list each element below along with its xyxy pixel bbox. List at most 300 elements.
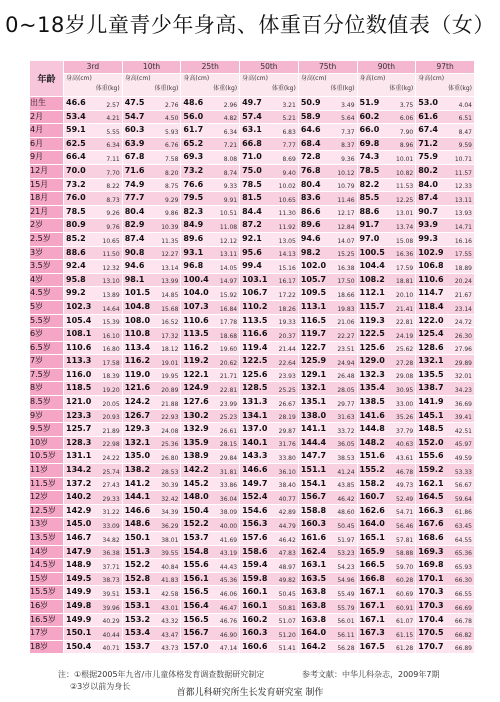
height-value: 118.4: [418, 301, 444, 311]
weight-value: 12.17: [337, 210, 355, 218]
value-cell: [122, 559, 181, 573]
table-row: [30, 287, 475, 301]
height-value: 149.8: [66, 600, 92, 610]
height-value: 116.2: [124, 356, 151, 366]
weight-value: 16.17: [278, 278, 296, 286]
value-cell: [240, 287, 299, 301]
height-value: 91.7: [359, 220, 380, 230]
reference-note: 参考文献：中华儿科杂志，2009年7期: [302, 670, 440, 679]
weight-value: 20.62: [219, 359, 238, 367]
height-value: 71.2: [418, 138, 438, 148]
age-cell: 出生: [30, 97, 64, 111]
value-cell: [64, 477, 123, 491]
age-cell: 12.5岁: [30, 504, 64, 518]
height-value: 163.5: [300, 573, 327, 583]
height-value: 76.8: [300, 165, 321, 175]
age-cell: 10岁: [30, 436, 64, 450]
value-cell: [416, 314, 475, 328]
weight-value: 9.86: [165, 210, 179, 218]
weight-value: 38.01: [161, 536, 179, 544]
weight-value: 17.58: [102, 359, 120, 367]
value-cell: [240, 273, 299, 287]
height-value: 82.3: [183, 206, 204, 216]
height-value: 158.6: [242, 546, 268, 556]
value-cell: [357, 314, 416, 328]
weight-value: 18.39: [102, 373, 120, 381]
height-unit-label: 身高(cm): [418, 75, 445, 82]
value-cell: [416, 423, 475, 437]
weight-value: 29.77: [337, 400, 355, 408]
weight-value: 46.06: [219, 590, 238, 598]
age-cell: 3岁: [30, 246, 64, 260]
table-row: [30, 192, 475, 206]
value-cell: [357, 572, 416, 586]
weight-value: 26.61: [219, 427, 238, 435]
weight-value: 53.33: [454, 468, 472, 476]
height-value: 69.8: [359, 138, 380, 148]
weight-value: 23.99: [219, 400, 238, 408]
age-cell: 7岁: [30, 355, 64, 369]
weight-value: 15.25: [337, 251, 355, 259]
weight-value: 42.89: [278, 509, 296, 517]
value-cell: [181, 260, 240, 274]
table-row: [30, 436, 475, 450]
value-cell: [181, 599, 240, 613]
value-cell: [416, 491, 475, 505]
value-cell: [240, 640, 299, 654]
height-value: 119.3: [359, 315, 385, 325]
height-value: 163.8: [300, 600, 327, 610]
table-row: [30, 518, 475, 532]
value-cell: [181, 464, 240, 478]
height-value: 146.7: [66, 533, 92, 542]
table-row: [30, 205, 475, 219]
height-unit-label: 身高(cm): [183, 75, 210, 82]
weight-value: 55.79: [337, 604, 355, 612]
height-value: 166.8: [359, 573, 385, 583]
value-cell: [416, 627, 475, 641]
height-value: 140.2: [66, 492, 92, 502]
height-unit-label: 身高(cm): [359, 75, 386, 82]
height-value: 110.6: [66, 342, 92, 352]
age-cell: 4月: [30, 124, 64, 138]
weight-value: 41.83: [161, 577, 179, 585]
height-value: 76.0: [66, 193, 86, 203]
weight-value: 20.24: [454, 278, 472, 286]
height-value: 137.0: [242, 424, 268, 434]
value-cell: [181, 355, 240, 369]
height-value: 116.2: [183, 342, 209, 352]
height-value: 94.6: [300, 233, 321, 243]
height-value: 99.2: [66, 288, 86, 298]
value-cell: [181, 232, 240, 246]
value-cell: [64, 409, 123, 423]
height-value: 134.1: [242, 410, 268, 420]
value-cell: [416, 151, 475, 165]
height-value: 152.8: [124, 573, 151, 583]
value-cell: [122, 545, 181, 559]
value-cell: [64, 124, 123, 138]
height-value: 138.5: [359, 397, 385, 407]
value-cell: [357, 110, 416, 124]
height-value: 153.7: [183, 533, 209, 542]
weight-value: 11.35: [161, 237, 179, 245]
height-value: 50.9: [300, 98, 321, 107]
height-value: 146.6: [242, 465, 268, 475]
age-cell: 4.5岁: [30, 287, 64, 301]
height-value: 141.9: [418, 397, 444, 407]
height-value: 112.1: [359, 288, 385, 298]
age-cell: 10.5岁: [30, 450, 64, 464]
age-cell: 8.5岁: [30, 396, 64, 410]
height-value: 100.4: [183, 274, 209, 284]
value-cell: [64, 260, 123, 274]
height-value: 148.6: [124, 519, 151, 529]
height-value: 140.1: [242, 437, 268, 447]
height-value: 135.9: [183, 437, 209, 447]
weight-value: 54.71: [396, 509, 414, 517]
value-cell: [122, 532, 181, 546]
height-value: 159.4: [242, 560, 268, 570]
weight-value: 14.97: [219, 278, 238, 286]
weight-value: 7.37: [341, 128, 355, 136]
value-cell: [122, 450, 181, 464]
weight-value: 16.52: [161, 319, 179, 327]
value-cell: [298, 164, 357, 178]
value-cell: [298, 436, 357, 450]
value-cell: [357, 640, 416, 654]
value-cell: [416, 396, 475, 410]
height-value: 71.6: [124, 165, 145, 175]
height-value: 160.2: [242, 614, 268, 624]
height-value: 153.1: [124, 587, 151, 597]
value-cell: [64, 396, 123, 410]
height-value: 162.6: [359, 505, 385, 515]
table-row: [30, 532, 475, 546]
age-cell: 9.5岁: [30, 423, 64, 437]
height-value: 124.9: [183, 383, 209, 393]
height-value: 71.0: [242, 152, 262, 162]
table-row: [30, 464, 475, 478]
weight-value: 31.81: [219, 468, 238, 476]
value-cell: [240, 436, 299, 450]
weight-value: 40.84: [161, 563, 179, 571]
weight-value: 12.33: [454, 183, 472, 191]
value-cell: [122, 232, 181, 246]
height-value: 102.3: [66, 301, 92, 311]
value-cell: [298, 260, 357, 274]
weight-value: 40.77: [278, 495, 296, 503]
value-cell: [64, 300, 123, 314]
weight-value: 22.98: [102, 441, 120, 449]
value-cell: [416, 164, 475, 178]
weight-value: 59.70: [396, 563, 414, 571]
height-value: 170.7: [418, 641, 444, 651]
height-value: 73.2: [66, 179, 86, 189]
value-cell: [416, 532, 475, 546]
value-cell: [64, 151, 123, 165]
weight-value: 50.45: [337, 523, 355, 530]
value-cell: [240, 205, 299, 219]
height-value: 157.0: [183, 641, 209, 651]
weight-value: 66.78: [454, 618, 472, 626]
height-value: 144.8: [359, 424, 385, 434]
height-value: 138.2: [124, 465, 151, 475]
weight-value: 18.81: [396, 278, 414, 286]
value-cell: [416, 599, 475, 613]
weight-value: 29.08: [396, 373, 414, 381]
value-cell: [240, 97, 299, 111]
value-cell: [298, 382, 357, 396]
table-body: [30, 97, 475, 654]
height-value: 84.4: [242, 206, 262, 216]
value-cell: [240, 341, 299, 355]
weight-value: 66.89: [454, 645, 472, 653]
value-cell: [416, 559, 475, 573]
height-value: 56.0: [183, 111, 204, 121]
weight-value: 43.47: [161, 631, 179, 639]
weight-value: 40.63: [396, 441, 414, 449]
weight-value: 51.97: [337, 536, 355, 544]
value-cell: [122, 409, 181, 423]
weight-value: 30.95: [396, 387, 414, 395]
value-cell: [122, 368, 181, 382]
weight-value: 49.59: [454, 455, 472, 463]
height-value: 145.1: [418, 410, 444, 420]
weight-value: 10.39: [161, 223, 179, 231]
height-value: 152.0: [418, 437, 444, 447]
value-cell: [357, 423, 416, 437]
height-value: 116.5: [300, 315, 327, 325]
age-cell: 5岁: [30, 300, 64, 314]
height-value: 113.5: [242, 315, 268, 325]
value-cell: [64, 368, 123, 382]
value-cell: [181, 192, 240, 206]
height-unit-label: 身高(cm): [124, 75, 151, 82]
value-cell: [64, 192, 123, 206]
weight-value: 33.09: [102, 523, 120, 530]
value-cell: [181, 396, 240, 410]
value-cell: [298, 545, 357, 559]
unit-header-cell: [357, 74, 416, 97]
weight-value: 8.96: [399, 142, 414, 150]
weight-value: 7.58: [165, 155, 179, 163]
weight-value: 36.38: [102, 550, 120, 558]
weight-value: 38.73: [102, 577, 120, 585]
height-value: 95.8: [66, 274, 86, 284]
height-value: 78.5: [359, 165, 380, 175]
value-cell: [122, 382, 181, 396]
value-cell: [357, 504, 416, 518]
height-value: 125.6: [359, 342, 385, 352]
height-value: 89.6: [183, 233, 204, 243]
weight-value: 24.72: [454, 319, 472, 327]
table-row: [30, 423, 475, 437]
weight-value: 46.42: [278, 536, 296, 544]
table-row: [30, 368, 475, 382]
value-cell: [298, 599, 357, 613]
weight-value: 58.88: [396, 550, 414, 558]
height-value: 121.0: [66, 397, 92, 407]
weight-value: 14.71: [454, 223, 472, 231]
weight-value: 10.71: [454, 155, 472, 163]
percentile-header: 10th: [122, 61, 181, 74]
weight-value: 8.69: [282, 155, 296, 163]
weight-value: 18.12: [161, 346, 179, 354]
value-cell: [298, 423, 357, 437]
height-value: 92.4: [66, 261, 86, 271]
percentile-header: 75th: [298, 61, 357, 74]
value-cell: [357, 328, 416, 342]
value-cell: [298, 124, 357, 138]
value-cell: [181, 436, 240, 450]
value-cell: [416, 300, 475, 314]
height-value: 106.8: [418, 261, 444, 271]
height-value: 122.5: [359, 329, 385, 339]
age-cell: 14岁: [30, 545, 64, 559]
unit-header-cell: [240, 74, 299, 97]
height-value: 119.4: [242, 342, 268, 352]
height-value: 132.1: [300, 383, 327, 393]
age-cell: 9月: [30, 151, 64, 165]
weight-value: 6.06: [399, 115, 414, 123]
height-value: 138.9: [183, 451, 209, 461]
table-row: [30, 396, 475, 410]
height-value: 65.2: [183, 138, 204, 148]
weight-value: 13.93: [454, 210, 472, 218]
height-value: 148.5: [418, 424, 444, 434]
weight-value: 5.21: [282, 115, 296, 123]
value-cell: [181, 477, 240, 491]
height-value: 153.4: [124, 628, 151, 638]
height-value: 47.5: [124, 98, 145, 107]
value-cell: [64, 328, 123, 342]
weight-value: 61.28: [396, 645, 414, 653]
value-cell: [240, 260, 299, 274]
weight-value: 56.46: [396, 523, 414, 530]
weight-value: 51.41: [278, 645, 296, 653]
height-value: 126.7: [124, 410, 151, 420]
height-value: 162.4: [300, 546, 327, 556]
weight-unit-label: 体重(kg): [389, 85, 414, 92]
height-value: 154.1: [300, 478, 327, 488]
weight-value: 36.10: [278, 468, 296, 476]
weight-value: 36.29: [161, 523, 179, 530]
height-value: 105.7: [300, 274, 327, 284]
value-cell: [416, 572, 475, 586]
value-cell: [181, 164, 240, 178]
table-row: [30, 260, 475, 274]
weight-value: 4.50: [165, 115, 179, 123]
height-value: 166.5: [359, 560, 385, 570]
weight-value: 31.76: [278, 441, 296, 449]
height-value: 78.5: [66, 206, 86, 216]
age-cell: 16岁: [30, 599, 64, 613]
height-value: 168.6: [418, 533, 444, 542]
value-cell: [181, 328, 240, 342]
height-value: 167.3: [359, 628, 385, 638]
value-cell: [64, 599, 123, 613]
value-cell: [64, 382, 123, 396]
height-value: 134.2: [66, 465, 92, 475]
weight-value: 21.06: [337, 319, 355, 327]
value-cell: [64, 355, 123, 369]
value-cell: [181, 287, 240, 301]
weight-value: 37.71: [102, 563, 120, 571]
weight-value: 8.73: [106, 196, 120, 204]
height-value: 164.0: [300, 628, 327, 638]
table-row: [30, 300, 475, 314]
age-cell: 3.5岁: [30, 260, 64, 274]
value-cell: [122, 396, 181, 410]
height-value: 74.9: [124, 179, 145, 189]
weight-value: 8.20: [165, 169, 179, 177]
height-value: 149.9: [66, 614, 92, 624]
height-value: 129.0: [359, 356, 385, 366]
height-value: 153.1: [124, 600, 151, 610]
height-value: 141.1: [300, 424, 327, 434]
weight-value: 9.91: [223, 196, 238, 204]
height-value: 85.5: [359, 193, 380, 203]
height-value: 66.8: [242, 138, 262, 148]
weight-value: 10.79: [337, 183, 355, 191]
height-value: 70.0: [66, 165, 86, 175]
age-cell: 18月: [30, 192, 64, 206]
weight-value: 66.30: [454, 577, 472, 585]
value-cell: [240, 382, 299, 396]
height-value: 144.4: [300, 437, 327, 447]
value-cell: [181, 613, 240, 627]
value-cell: [357, 287, 416, 301]
weight-value: 10.82: [396, 169, 414, 177]
value-cell: [240, 572, 299, 586]
weight-value: 7.11: [106, 155, 120, 163]
value-cell: [240, 613, 299, 627]
weight-value: 33.72: [337, 427, 355, 435]
value-cell: [298, 355, 357, 369]
height-value: 102.9: [418, 247, 444, 257]
height-value: 143.3: [242, 451, 268, 461]
value-cell: [122, 436, 181, 450]
weight-value: 17.55: [454, 251, 472, 259]
percentile-header: 50th: [240, 61, 299, 74]
value-cell: [298, 586, 357, 600]
weight-value: 25.23: [219, 414, 238, 422]
weight-value: 6.51: [458, 115, 472, 123]
weight-value: 5.64: [341, 115, 355, 123]
value-cell: [181, 137, 240, 151]
value-cell: [298, 97, 357, 111]
height-value: 130.2: [183, 410, 209, 420]
weight-value: 56.11: [337, 631, 355, 639]
value-cell: [298, 273, 357, 287]
value-cell: [357, 627, 416, 641]
value-cell: [122, 328, 181, 342]
value-cell: [416, 355, 475, 369]
table-row: [30, 355, 475, 369]
weight-value: 6.76: [165, 142, 179, 150]
value-cell: [357, 382, 416, 396]
height-value: 82.9: [124, 220, 145, 230]
height-value: 61.6: [418, 111, 438, 121]
value-cell: [181, 382, 240, 396]
height-value: 54.7: [124, 111, 145, 121]
weight-value: 31.63: [337, 414, 355, 422]
weight-value: 14.05: [219, 264, 238, 272]
weight-unit-label: 体重(kg): [448, 85, 472, 92]
height-value: 68.4: [300, 138, 321, 148]
height-value: 49.7: [242, 98, 262, 107]
